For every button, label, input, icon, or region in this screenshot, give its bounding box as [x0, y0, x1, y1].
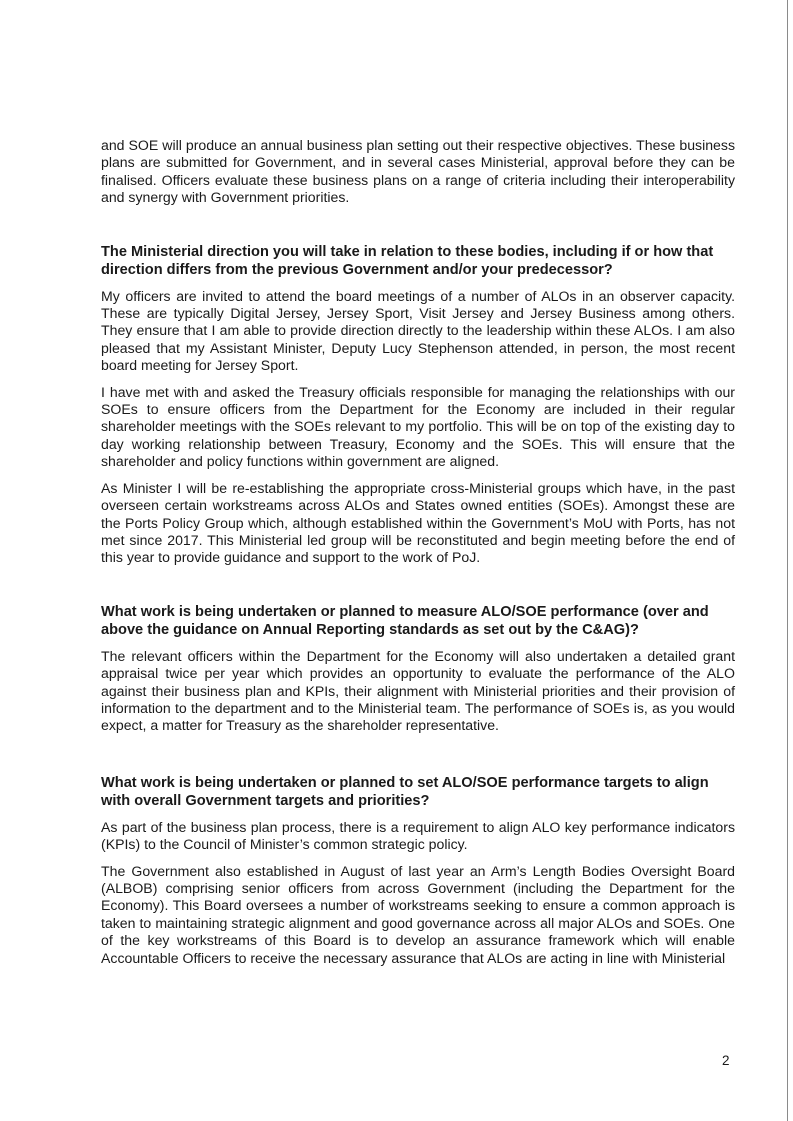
section-performance-targets: [101, 774, 735, 967]
scan-edge-line: [787, 0, 788, 1121]
document-page: [101, 137, 735, 976]
paragraph: The relevant officers within the Department for the Economy will also undertaken a detailed grant appraisal twice per year which provides an opportunity to evaluate the performance of the ALO against their business plan and KPIs, their alignment with Ministerial priorities and their provision of information to the department and to the Ministerial team. The performance of SOEs is, as you would expect, a matter for Treasury as the shareholder representative.: [101, 647, 735, 734]
section-ministerial-direction: [101, 243, 735, 567]
intro-paragraph: and SOE will produce an annual business plan setting out their respective objectives. These business plans are submitted for Government, and in several cases Ministerial, approval before they can be finalised. Officers evaluate these business plans on a range of criteria including their interoperability and synergy with Government priorities.: [101, 137, 735, 206]
paragraph: As part of the business plan process, there is a requirement to align ALO key performance indicators (KPIs) to the Council of Minister’s common strategic policy.: [101, 818, 735, 853]
section-heading: What work is being undertaken or planned to measure ALO/SOE performance (over and above the guidance on Annual Reporting standards as set out by the C&AG)?: [101, 603, 709, 638]
page-number: 2: [722, 1053, 730, 1068]
paragraph: As Minister I will be re-establishing the appropriate cross-Ministerial groups which have, in the past overseen certain workstreams across ALOs and States owned entities (SOEs). Amongst these are the Ports Policy Group which, although established within the Government’s MoU with Ports, has not met since 2017. This Ministerial led group will be reconstituted and begin meeting before the end of this year to provide guidance and support to the work of PoJ.: [101, 479, 735, 566]
paragraph: My officers are invited to attend the board meetings of a number of ALOs in an observer capacity. These are typically Digital Jersey, Jersey Sport, Visit Jersey and Jersey Business among others. They ensure that I am able to provide direction directly to the leadership within these ALOs. I am also pleased that my Assistant Minister, Deputy Lucy Stephenson attended, in person, the most recent board meeting for Jersey Sport.: [101, 287, 735, 374]
section-heading: The Ministerial direction you will take in relation to these bodies, including if or how that direction differs from the previous Government and/or your predecessor?: [101, 243, 714, 278]
paragraph: I have met with and asked the Treasury officials responsible for managing the relationships with our SOEs to ensure officers from the Department for the Economy are included in their regular shareholder meetings with the SOEs relevant to my portfolio. This will be on top of the existing day to day working relationship between Treasury, Economy and the SOEs. This will ensure that the shareholder and policy functions within government are aligned.: [101, 383, 735, 470]
paragraph: The Government also established in August of last year an Arm’s Length Bodies Oversight Board (ALBOB) comprising senior officers from across Government (including the Department for the Economy). This Board oversees a number of workstreams seeking to ensure a common approach is taken to maintaining strategic alignment and good governance across all major ALOs and SOEs. One of the key workstreams of this Board is to develop an assurance framework which will enable Accountable Officers to receive the necessary assurance that ALOs are acting in line with Ministerial: [101, 862, 735, 966]
section-heading: What work is being undertaken or planned to set ALO/SOE performance targets to align with overall Government targets and priorities?: [101, 774, 709, 809]
section-measure-performance: [101, 603, 735, 735]
